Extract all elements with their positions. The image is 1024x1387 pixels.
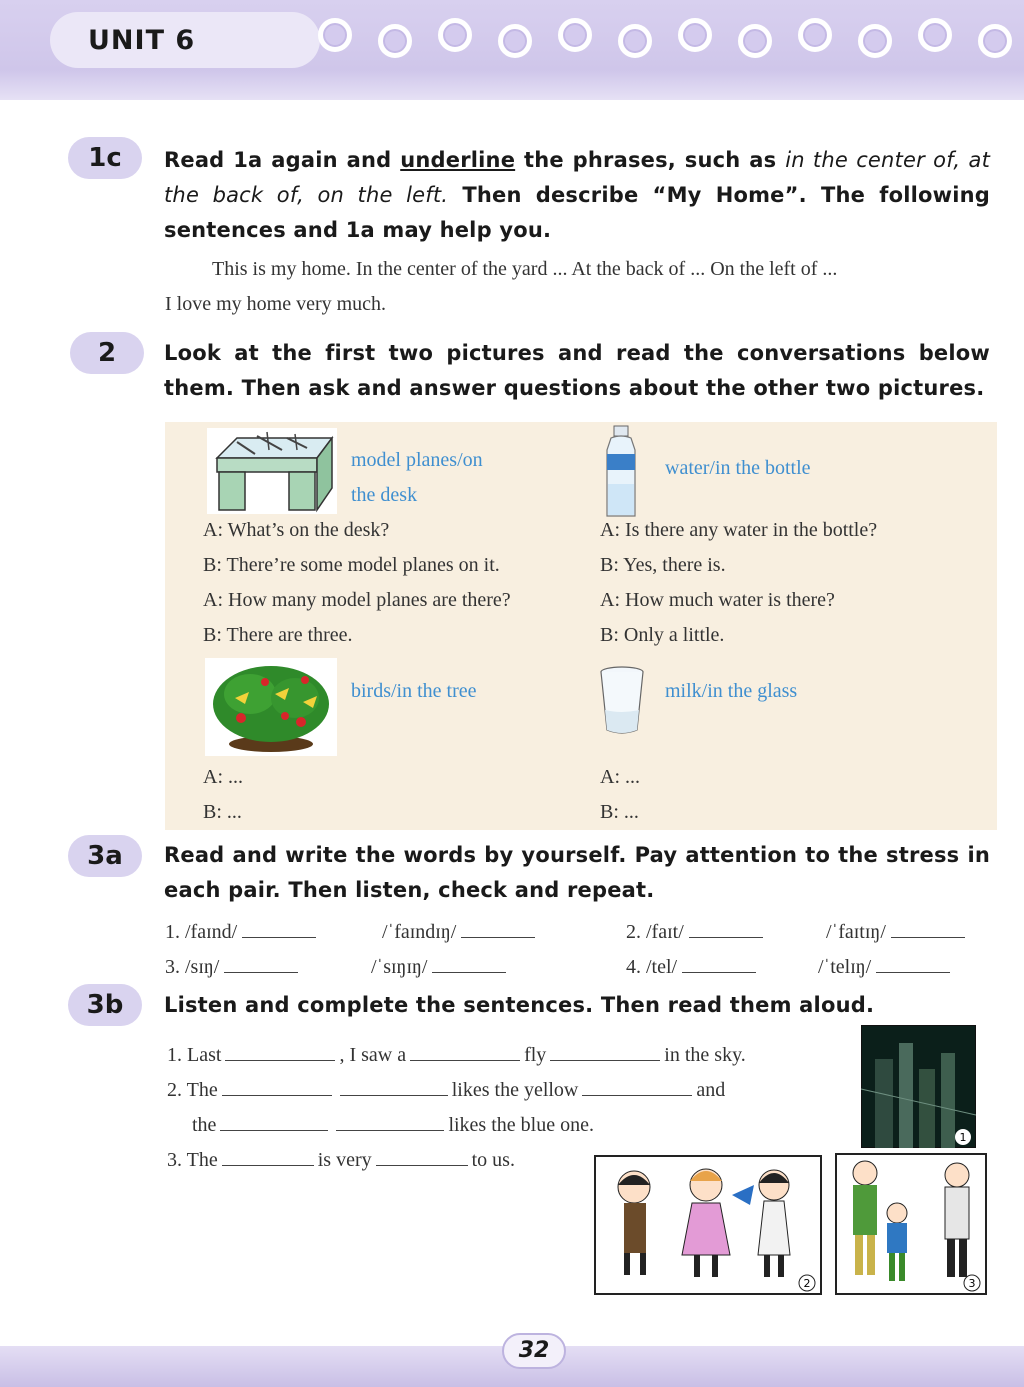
unit-title: UNIT 6 bbox=[88, 25, 196, 56]
answer-blank[interactable] bbox=[876, 953, 950, 973]
family-picture bbox=[835, 1153, 987, 1295]
answer-blank[interactable] bbox=[410, 1041, 520, 1061]
ring-decoration bbox=[858, 24, 892, 58]
dialogue-desk-3: A: How many model planes are there? bbox=[203, 589, 511, 611]
ring-decoration bbox=[498, 24, 532, 58]
caption-model-planes: model planes/on bbox=[351, 449, 483, 471]
section-badge-1c: 1c bbox=[68, 137, 142, 179]
ring-decoration bbox=[558, 18, 592, 52]
sentence-3b-2-cont: the likes the blue one. bbox=[192, 1111, 594, 1137]
activity-box bbox=[165, 422, 997, 830]
caption-water-bottle: water/in the bottle bbox=[665, 457, 811, 479]
dialogue-glass-a: A: ... bbox=[600, 766, 640, 788]
answer-blank[interactable] bbox=[550, 1041, 660, 1061]
answer-blank[interactable] bbox=[582, 1076, 692, 1096]
phonetic-item-2b: /ˈfaɪtɪŋ/ bbox=[826, 918, 965, 944]
answer-blank[interactable] bbox=[689, 918, 763, 938]
caption-birds-tree: birds/in the tree bbox=[351, 680, 477, 702]
decorative-rings bbox=[318, 18, 1024, 62]
ring-decoration bbox=[438, 18, 472, 52]
answer-blank[interactable] bbox=[224, 953, 298, 973]
phonetic-item-4b: /ˈtelɪŋ/ bbox=[818, 953, 950, 979]
page-number: 32 bbox=[502, 1333, 566, 1369]
dialogue-bottle-3: A: How much water is there? bbox=[600, 589, 835, 611]
dialogue-glass-b: B: ... bbox=[600, 801, 639, 823]
instruction-2: Look at the first two pictures and read the conversations below them. Then ask and answer questions about the other two pictures. bbox=[164, 341, 990, 400]
ring-decoration bbox=[978, 24, 1012, 58]
milk-glass-picture bbox=[597, 666, 647, 736]
answer-blank[interactable] bbox=[225, 1041, 335, 1061]
ring-decoration bbox=[618, 24, 652, 58]
section-badge-3a: 3a bbox=[68, 835, 142, 877]
sentence-3b-3: 3. The is very to us. bbox=[167, 1146, 515, 1172]
children-with-toys-picture bbox=[594, 1155, 822, 1295]
dialogue-desk-4: B: There are three. bbox=[203, 624, 353, 646]
dialogue-bottle-2: B: Yes, there is. bbox=[600, 554, 726, 576]
answer-blank[interactable] bbox=[222, 1076, 332, 1096]
sentence-1c-line1: This is my home. In the center of the yard ... At the back of ... On the left of ... bbox=[212, 258, 838, 280]
answer-blank[interactable] bbox=[432, 953, 506, 973]
dialogue-bottle-1: A: Is there any water in the bottle? bbox=[600, 519, 878, 541]
section-badge-3b: 3b bbox=[68, 984, 142, 1026]
ring-decoration bbox=[378, 24, 412, 58]
answer-blank[interactable] bbox=[376, 1146, 468, 1166]
pic-number-1: 1 bbox=[959, 1131, 967, 1144]
pic-number-3: 3 bbox=[968, 1277, 976, 1290]
sentence-3b-1: 1. Last , I saw a fly in the sky. bbox=[167, 1041, 746, 1067]
answer-blank[interactable] bbox=[220, 1111, 328, 1131]
phonetic-item-1b: /ˈfaɪndɪŋ/ bbox=[382, 918, 535, 944]
phonetic-item-2a: 2. /faɪt/ bbox=[626, 918, 763, 944]
caption-the-desk: the desk bbox=[351, 484, 418, 506]
instruction-1c: Read 1a again and underline the phrases, such as in the center of, at the back of, on the left. Then describe “My Home”. The following sentences and 1a may help you. bbox=[164, 148, 990, 242]
phonetic-item-3b: /ˈsɪŋɪŋ/ bbox=[371, 953, 506, 979]
phonetic-item-4a: 4. /tel/ bbox=[626, 953, 756, 979]
answer-blank[interactable] bbox=[336, 1111, 444, 1131]
answer-blank[interactable] bbox=[461, 918, 535, 938]
tree-with-birds-picture bbox=[205, 658, 337, 756]
sentence-3b-2: 2. The likes the yellow and bbox=[167, 1076, 725, 1102]
ring-decoration bbox=[318, 18, 352, 52]
pic-number-2: 2 bbox=[803, 1277, 811, 1290]
ring-decoration bbox=[918, 18, 952, 52]
dialogue-desk-2: B: There’re some model planes on it. bbox=[203, 554, 500, 576]
answer-blank[interactable] bbox=[891, 918, 965, 938]
sentence-1c-line2: I love my home very much. bbox=[165, 293, 387, 315]
dialogue-desk-1: A: What’s on the desk? bbox=[203, 519, 390, 541]
underline-word: underline bbox=[400, 148, 516, 172]
dialogue-tree-a: A: ... bbox=[203, 766, 243, 788]
caption-milk-glass: milk/in the glass bbox=[665, 680, 798, 702]
ring-decoration bbox=[738, 24, 772, 58]
section-badge-2: 2 bbox=[70, 332, 144, 374]
phonetic-item-1a: 1. /faɪnd/ bbox=[165, 918, 316, 944]
instruction-3a: Read and write the words by yourself. Pay attention to the stress in each pair. Then listen, check and repeat. bbox=[164, 843, 990, 902]
desk-with-planes-picture bbox=[207, 428, 337, 514]
answer-blank[interactable] bbox=[222, 1146, 314, 1166]
dialogue-tree-b: B: ... bbox=[203, 801, 242, 823]
phonetic-item-3a: 3. /sɪŋ/ bbox=[165, 953, 298, 979]
ring-decoration bbox=[678, 18, 712, 52]
dialogue-bottle-4: B: Only a little. bbox=[600, 624, 725, 646]
night-sky-picture bbox=[861, 1025, 976, 1148]
answer-blank[interactable] bbox=[242, 918, 316, 938]
answer-blank[interactable] bbox=[682, 953, 756, 973]
instruction-3b: Listen and complete the sentences. Then read them aloud. bbox=[164, 993, 875, 1017]
ring-decoration bbox=[798, 18, 832, 52]
water-bottle-picture bbox=[601, 424, 641, 520]
answer-blank[interactable] bbox=[340, 1076, 448, 1096]
